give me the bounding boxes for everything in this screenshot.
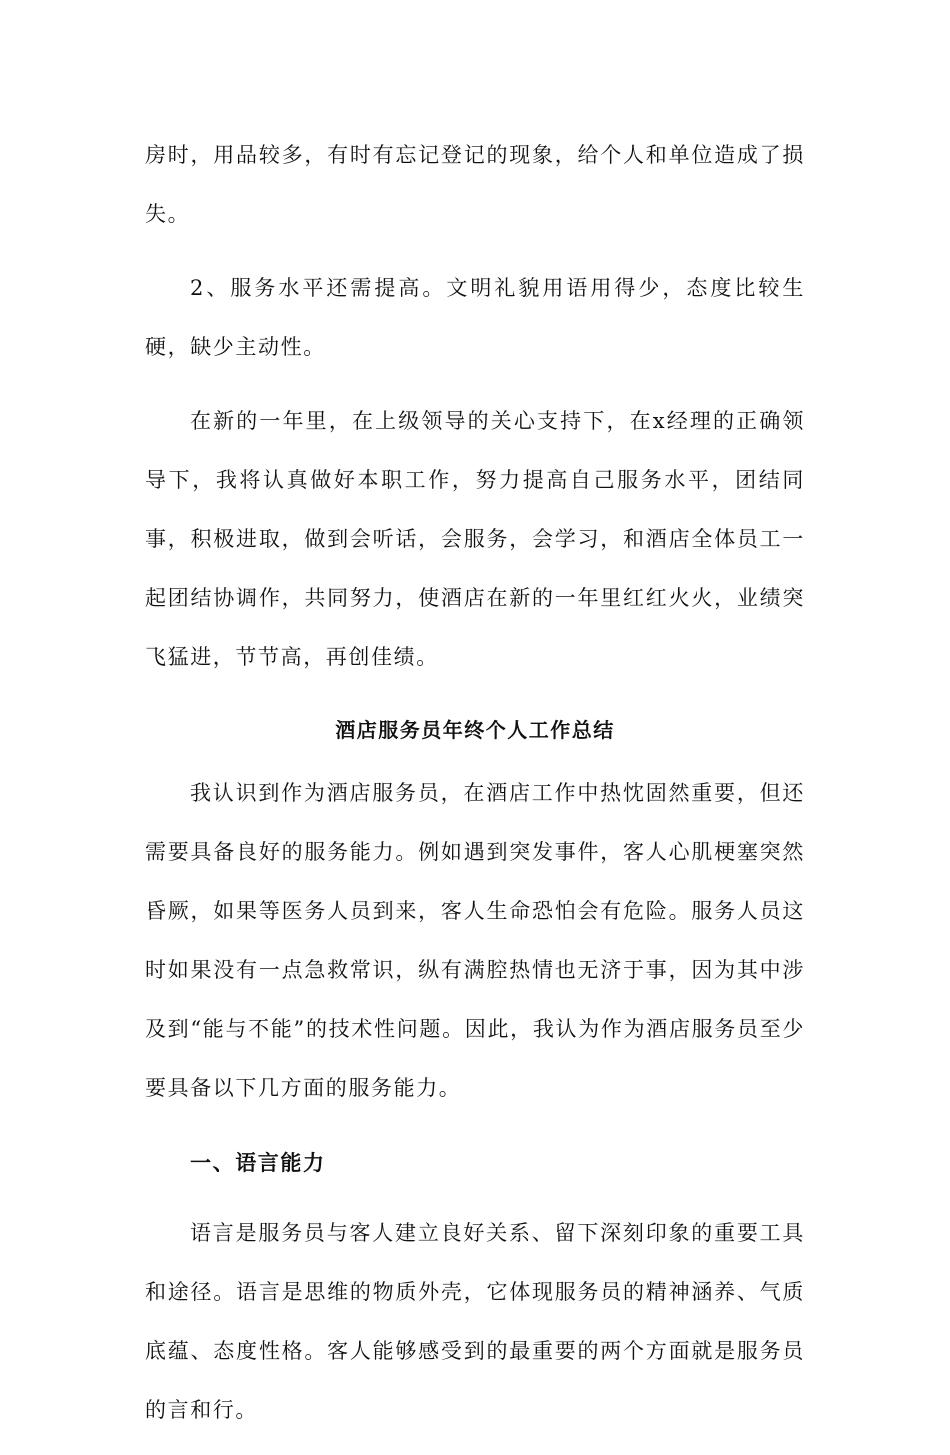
document-title: 酒店服务员年终个人工作总结 <box>335 718 615 742</box>
document-body <box>145 126 805 1455</box>
paragraph-service-level: 2、服务水平还需提高。文明礼貌用语用得少，态度比较生硬，缺少主动性。 <box>145 276 805 359</box>
section-heading-language: 一、语言能力 <box>190 1150 326 1175</box>
paragraph-new-year-plan: 在新的一年里，在上级领导的关心支持下，在x经理的正确领导下，我将认真做好本职工作，努力提高自己服务水平，团结同事，积极进取，做到会听话，会服务，会学习，和酒店全体员工一起团结协调作，共同努力，使酒店在新的一年里红红火火，业绩突飞猛进，节节高，再创佳绩。 <box>145 409 805 669</box>
paragraph-intro: 我认识到作为酒店服务员，在酒店工作中热忱固然重要，但还需要具备良好的服务能力。例如遇到突发事件，客人心肌梗塞突然昏厥，如果等医务人员到来，客人生命恐怕会有危险。服务人员这时如果没有一点急救常识，纵有满腔热情也无济于事，因为其中涉及到“能与不能”的技术性问题。因此，我认为作为酒店服务员至少要具备以下几方面的服务能力。 <box>145 781 805 1100</box>
paragraph-continuation: 房时，用品较多，有时有忘记登记的现象，给个人和单位造成了损失。 <box>145 143 805 226</box>
paragraph-language-ability: 语言是服务员与客人建立良好关系、留下深刻印象的重要工具和途径。语言是思维的物质外壳，它体现服务员的精神涵养、气质底蕴、态度性格。客人能够感受到的最重要的两个方面就是服务员的言和行。 <box>145 1221 805 1422</box>
